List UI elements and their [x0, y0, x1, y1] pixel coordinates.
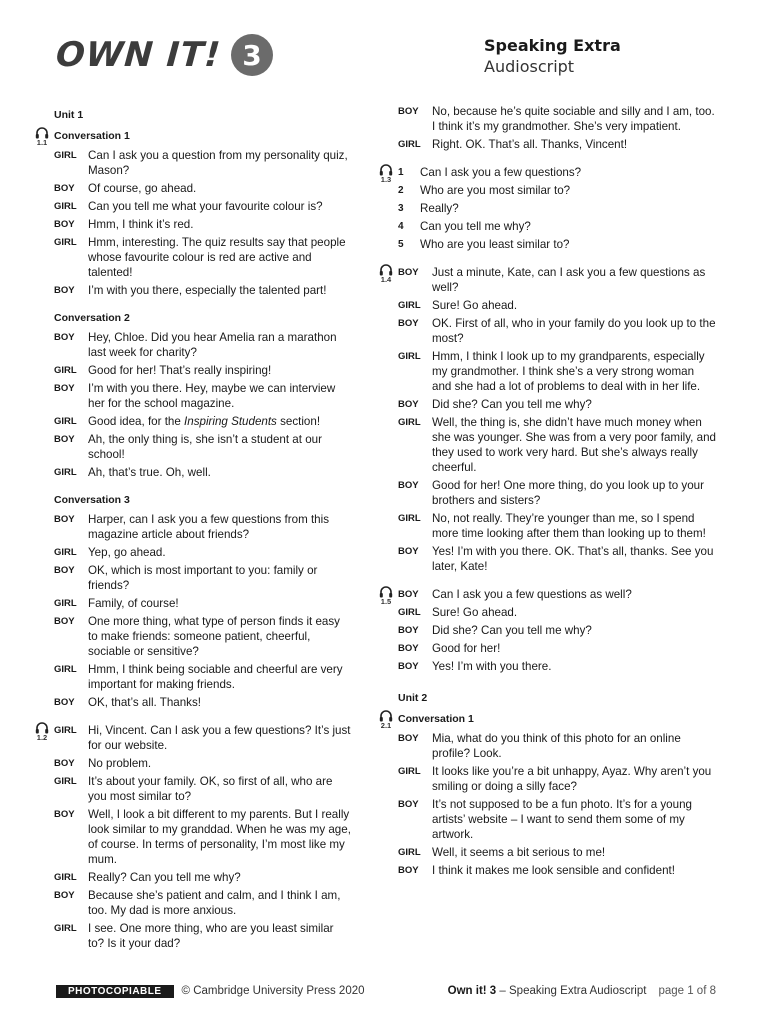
- dialogue-line: [376, 845, 716, 860]
- dialogue-line: [32, 283, 352, 298]
- audio-track-marker: [376, 164, 396, 184]
- logo-text: OWN IT!: [54, 35, 223, 75]
- audio-track-marker: [376, 710, 396, 730]
- dialogue-text: Ah, the only thing is, she isn’t a student at our school!: [88, 433, 322, 461]
- track-number: 1.4: [380, 275, 392, 284]
- footer-document-info: [448, 985, 647, 997]
- dialogue-text: It’s about your family. OK, so first of all, who are you most similar to?: [88, 775, 333, 803]
- speaker-label: GIRL: [54, 547, 77, 558]
- speaker-label: BOY: [54, 285, 75, 296]
- speaker-label: BOY: [398, 589, 419, 600]
- dialogue-text: Ah, that’s true. Oh, well.: [88, 466, 211, 479]
- dialogue-text: Family, of course!: [88, 597, 179, 610]
- dialogue-text-part: Good idea, for the: [88, 415, 185, 428]
- unit-heading: Unit 2: [398, 692, 428, 704]
- dialogue-line: [32, 217, 352, 232]
- speaker-label: GIRL: [398, 766, 421, 777]
- dialogue-line: [376, 623, 716, 638]
- speaker-label: BOY: [54, 565, 75, 576]
- dialogue-text: Good for her! That’s really inspiring!: [88, 364, 272, 377]
- conversation-heading: [376, 712, 716, 730]
- speaker-label: BOY: [398, 267, 419, 278]
- dialogue-line: [32, 414, 352, 429]
- dialogue-line: [376, 415, 716, 475]
- dialogue-text: Well, I look a bit different to my parents. But I really look similar to my granddad. When he was my age, of course. In terms of personality, I’m most like my mum.: [88, 808, 351, 866]
- question-line: [376, 165, 716, 184]
- dialogue-line: [376, 863, 716, 878]
- speaker-label: GIRL: [54, 150, 77, 161]
- footer-book-title: Own it! 3: [447, 985, 497, 997]
- question-line: [376, 237, 716, 252]
- dialogue-text: Good for her! One more thing, do you look up to your brothers and sisters?: [432, 479, 704, 507]
- dialogue-text: Hmm, I think I look up to my grandparents, especially my grandmother. I think she’s a very strong woman and she had a lot of problems to deal with in her life.: [432, 350, 705, 393]
- audio-track-marker: [32, 722, 52, 742]
- dialogue-text: Sure! Go ahead.: [432, 299, 518, 312]
- footer-document-name: – Speaking Extra Audioscript: [499, 985, 647, 997]
- question-text: Can you tell me why?: [420, 220, 531, 233]
- question-number: 1: [398, 167, 404, 178]
- dialogue-text: Good for her!: [432, 642, 501, 655]
- dialogue-line: [376, 298, 716, 313]
- question-line: [376, 183, 716, 198]
- speaker-label: BOY: [398, 480, 419, 491]
- dialogue-line: [376, 764, 716, 794]
- question-number: 3: [398, 203, 404, 214]
- dialogue-line: [376, 265, 716, 295]
- speaker-label: BOY: [54, 383, 75, 394]
- speaker-label: GIRL: [54, 923, 77, 934]
- speaker-label: BOY: [54, 616, 75, 627]
- left-column: [32, 104, 352, 954]
- dialogue-text: No, not really. They’re younger than me, so I spend more time looking after them than looking up to them!: [432, 512, 706, 540]
- conversation-lines: [376, 731, 716, 878]
- dialogue-line: [32, 512, 352, 542]
- dialogue-text: Can I ask you a few questions as well?: [432, 588, 632, 601]
- question-text: Can I ask you a few questions?: [420, 166, 582, 179]
- speaker-label: BOY: [54, 890, 75, 901]
- speaker-label: BOY: [54, 183, 75, 194]
- dialogue-line: [376, 731, 716, 761]
- dialogue-line: [32, 921, 352, 951]
- audio-track-marker: [32, 127, 52, 147]
- speaker-label: BOY: [398, 546, 419, 557]
- dialogue-text: Yep, go ahead.: [88, 546, 166, 559]
- speaker-label: GIRL: [398, 607, 421, 618]
- speaker-label: GIRL: [54, 416, 77, 427]
- copyright-text: © Cambridge University Press 2020: [181, 985, 365, 997]
- dialogue-line: [32, 723, 352, 753]
- speaker-label: BOY: [54, 514, 75, 525]
- dialogue-line: [32, 381, 352, 411]
- conversation-lines: [376, 104, 716, 152]
- magazine-section-name: Inspiring Students: [184, 415, 277, 428]
- dialogue-line: [32, 563, 352, 593]
- speaker-label: BOY: [398, 399, 419, 410]
- dialogue-line: [32, 870, 352, 885]
- page-number: page 1 of 8: [658, 985, 716, 997]
- dialogue-text: Did she? Can you tell me why?: [432, 624, 592, 637]
- document-title: Speaking Extra: [484, 36, 621, 55]
- conversation-title: Conversation 1: [54, 130, 130, 142]
- dialogue-text: Hey, Chloe. Did you hear Amelia ran a marathon last week for charity?: [88, 331, 337, 359]
- conversation-title: Conversation 2: [54, 312, 130, 324]
- speaker-label: BOY: [398, 625, 419, 636]
- dialogue-line: [32, 774, 352, 804]
- audio-track-marker: [376, 264, 396, 284]
- dialogue-text: Really? Can you tell me why?: [88, 871, 241, 884]
- dialogue-text: No problem.: [88, 757, 152, 770]
- dialogue-text-part: section!: [276, 415, 321, 428]
- speaker-label: GIRL: [398, 847, 421, 858]
- dialogue-text: Can I ask you a question from my personality quiz, Mason?: [88, 149, 348, 177]
- dialogue-text: Mia, what do you think of this photo for an online profile? Look.: [432, 732, 681, 760]
- dialogue-line: [376, 544, 716, 574]
- question-number: 4: [398, 221, 404, 232]
- dialogue-line: [376, 104, 716, 134]
- speaker-label: GIRL: [398, 351, 421, 362]
- speaker-label: BOY: [398, 661, 419, 672]
- dialogue-text: OK. First of all, who in your family do you look up to the most?: [432, 317, 716, 345]
- speaker-label: BOY: [54, 697, 75, 708]
- dialogue-line: [32, 199, 352, 214]
- track-number: 1.2: [36, 733, 48, 742]
- conversation-lines: [376, 587, 716, 674]
- speaker-label: BOY: [54, 332, 75, 343]
- speaker-label: GIRL: [398, 513, 421, 524]
- dialogue-line: [32, 662, 352, 692]
- dialogue-line: [32, 756, 352, 771]
- dialogue-text: Hmm, interesting. The quiz results say that people whose favourite colour is red are active and talented!: [88, 236, 346, 279]
- question-line: [376, 219, 716, 234]
- dialogue-text: Did she? Can you tell me why?: [432, 398, 592, 411]
- speaker-label: BOY: [398, 318, 419, 329]
- dialogue-text: It’s not supposed to be a fun photo. It’s for a young artists’ website – I want to send them some of my artwork.: [432, 798, 692, 841]
- dialogue-line: [376, 641, 716, 656]
- dialogue-text: I’m with you there. Hey, maybe we can interview her for the school magazine.: [88, 382, 336, 410]
- question-line: [376, 201, 716, 216]
- speaker-label: GIRL: [54, 201, 77, 212]
- speaker-label: GIRL: [54, 664, 77, 675]
- dialogue-text: Just a minute, Kate, can I ask you a few questions as well?: [432, 266, 706, 294]
- question-number: 2: [398, 185, 404, 196]
- dialogue-line: [376, 349, 716, 394]
- speaker-label: BOY: [54, 809, 75, 820]
- conversation-title: Conversation 3: [54, 494, 130, 506]
- question-list: [376, 165, 716, 252]
- dialogue-line: [376, 659, 716, 674]
- dialogue-line: [376, 397, 716, 412]
- dialogue-text: It looks like you’re a bit unhappy, Ayaz. Why aren’t you smiling or doing a silly face?: [432, 765, 712, 793]
- dialogue-text: No, because he’s quite sociable and silly and I am, too. I think it’s my grandmother. She’s very impatient.: [432, 105, 715, 133]
- dialogue-line: [32, 363, 352, 378]
- dialogue-text: OK, that’s all. Thanks!: [88, 696, 201, 709]
- dialogue-line: [32, 596, 352, 611]
- speaker-label: BOY: [398, 865, 419, 876]
- dialogue-text: One more thing, what type of person finds it easy to make friends: someone patient, cheerful, sociable or sensitive?: [88, 615, 340, 658]
- dialogue-text: I think it makes me look sensible and confident!: [432, 864, 675, 877]
- conversation-lines: [32, 723, 352, 951]
- audio-track-marker: [376, 586, 396, 606]
- dialogue-text: Yes! I’m with you there. OK. That’s all, thanks. See you later, Kate!: [432, 545, 714, 573]
- track-number: 1.5: [380, 597, 392, 606]
- dialogue-line: [376, 511, 716, 541]
- conversation-heading: [32, 129, 352, 147]
- speaker-label: BOY: [398, 106, 419, 117]
- dialogue-text: [88, 414, 352, 429]
- conversation-lines: [32, 148, 352, 298]
- dialogue-text: Sure! Go ahead.: [432, 606, 518, 619]
- question-text: Really?: [420, 202, 459, 215]
- dialogue-text: Hmm, I think being sociable and cheerful are very important for making friends.: [88, 663, 343, 691]
- document-heading: [484, 36, 621, 76]
- dialogue-line: [376, 605, 716, 620]
- logo-level-badge: 3: [231, 34, 273, 76]
- conversation-lines: [376, 265, 716, 574]
- right-column: [376, 104, 716, 881]
- dialogue-text: I see. One more thing, who are you least similar to? Is it your dad?: [88, 922, 334, 950]
- dialogue-text: Yes! I’m with you there.: [432, 660, 552, 673]
- dialogue-text: I’m with you there, especially the talented part!: [88, 284, 327, 297]
- track-number: 1.3: [380, 175, 392, 184]
- speaker-label: GIRL: [54, 725, 77, 736]
- dialogue-line: [32, 888, 352, 918]
- page-footer: [56, 982, 716, 1000]
- dialogue-line: [32, 545, 352, 560]
- dialogue-line: [32, 330, 352, 360]
- dialogue-line: [32, 235, 352, 280]
- speaker-label: GIRL: [398, 417, 421, 428]
- dialogue-text: Right. OK. That’s all. Thanks, Vincent!: [432, 138, 628, 151]
- speaker-label: GIRL: [54, 872, 77, 883]
- speaker-label: BOY: [398, 733, 419, 744]
- dialogue-text: Well, it seems a bit serious to me!: [432, 846, 606, 859]
- dialogue-line: [32, 148, 352, 178]
- dialogue-text: Hmm, I think it’s red.: [88, 218, 194, 231]
- dialogue-text: Because she’s patient and calm, and I think I am, too. My dad is more anxious.: [88, 889, 341, 917]
- dialogue-line: [376, 478, 716, 508]
- dialogue-line: [32, 695, 352, 710]
- speaker-label: GIRL: [54, 598, 77, 609]
- conversation-heading: [32, 311, 352, 326]
- conversation-lines: [32, 512, 352, 710]
- dialogue-line: [376, 587, 716, 606]
- speaker-label: GIRL: [54, 467, 77, 478]
- speaker-label: GIRL: [398, 139, 421, 150]
- conversation-heading: [32, 493, 352, 508]
- track-number: 2.1: [380, 721, 392, 730]
- dialogue-text: Can you tell me what your favourite colour is?: [88, 200, 323, 213]
- speaker-label: BOY: [398, 799, 419, 810]
- document-subtitle: Audioscript: [484, 57, 575, 76]
- conversation-lines: [32, 330, 352, 480]
- speaker-label: BOY: [398, 643, 419, 654]
- question-text: Who are you least similar to?: [420, 238, 570, 251]
- speaker-label: GIRL: [54, 776, 77, 787]
- track-number: 1.1: [36, 138, 48, 147]
- dialogue-text: OK, which is most important to you: family or friends?: [88, 564, 318, 592]
- photocopiable-label: PHOTOCOPIABLE: [56, 985, 174, 998]
- question-number: 5: [398, 239, 404, 250]
- speaker-label: BOY: [54, 219, 75, 230]
- dialogue-text: Hi, Vincent. Can I ask you a few questions? It’s just for our website.: [88, 724, 351, 752]
- speaker-label: BOY: [54, 434, 75, 445]
- dialogue-line: [32, 181, 352, 196]
- dialogue-line: [376, 797, 716, 842]
- dialogue-text: Of course, go ahead.: [88, 182, 197, 195]
- speaker-label: GIRL: [398, 300, 421, 311]
- dialogue-line: [376, 137, 716, 152]
- speaker-label: GIRL: [54, 365, 77, 376]
- logo: [56, 34, 273, 76]
- dialogue-line: [376, 316, 716, 346]
- dialogue-text: Well, the thing is, she didn’t have much money when she was younger. She was from a very poor family, and they used to work very hard. But she’s always really cheerful.: [432, 416, 716, 474]
- question-text: Who are you most similar to?: [420, 184, 571, 197]
- dialogue-line: [32, 614, 352, 659]
- unit-heading: Unit 1: [54, 109, 84, 121]
- speaker-label: BOY: [54, 758, 75, 769]
- conversation-title: Conversation 1: [398, 713, 474, 725]
- dialogue-line: [32, 432, 352, 462]
- speaker-label: GIRL: [54, 237, 77, 248]
- dialogue-line: [32, 465, 352, 480]
- dialogue-text: Harper, can I ask you a few questions from this magazine article about friends?: [88, 513, 330, 541]
- dialogue-line: [32, 807, 352, 867]
